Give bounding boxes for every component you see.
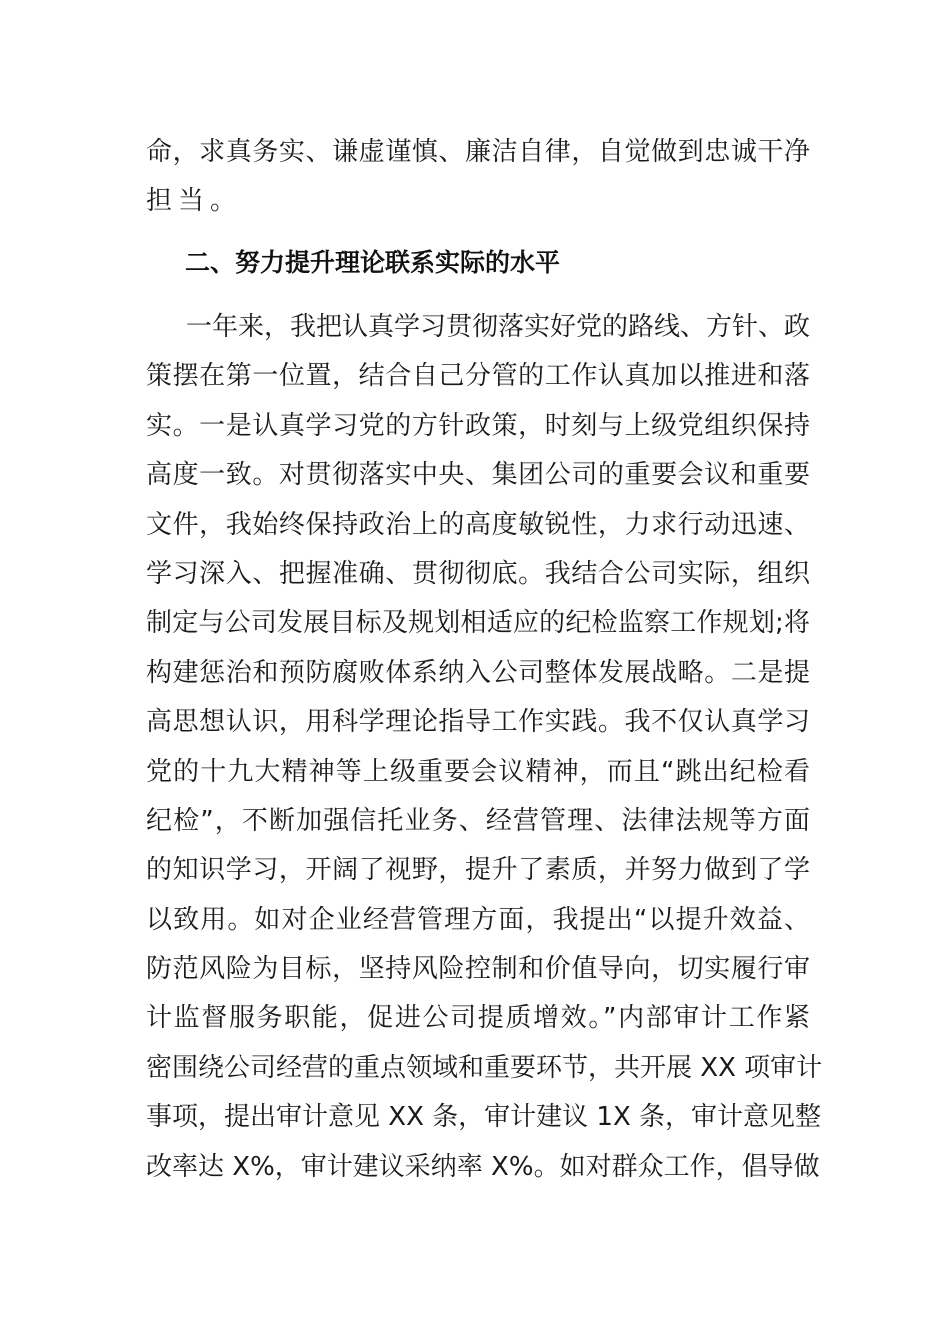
paragraph-line: 文件，我始终保持政治上的高度敏锐性，力求行动迅速、 [146, 509, 810, 540]
paragraph-line: 担当。 [146, 186, 243, 217]
paragraph-line: 事项，提出审计意见 XX 条，审计建议 1X 条，审计意见整 [146, 1102, 822, 1133]
paragraph-line: 学习深入、把握准确、贯彻彻底。我结合公司实际，组织 [146, 558, 810, 589]
paragraph-line: 密围绕公司经营的重点领域和重要环节，共开展 XX 项审计 [146, 1052, 823, 1083]
paragraph-line: 纪检”，不断加强信托业务、经营管理、法律法规等方面 [146, 805, 810, 836]
paragraph-line: 高度一致。对贯彻落实中央、集团公司的重要会议和重要 [146, 460, 810, 491]
body-paragraph [146, 303, 823, 1192]
paragraph-line: 计监督服务职能，促进公司提质增效。”内部审计工作紧 [146, 1003, 810, 1034]
paragraph-line: 的知识学习，开阔了视野，提升了素质，并努力做到了学 [146, 855, 810, 886]
section-heading: 二、努力提升理论联系实际的水平 [185, 248, 561, 277]
paragraph-line: 策摆在第一位置，结合自己分管的工作认真加以推进和落 [146, 361, 810, 392]
paragraph-line: 实。一是认真学习党的方针政策，时刻与上级党组织保持 [146, 410, 810, 441]
paragraph-line: 命，求真务实、谦虚谨慎、廉洁自律，自觉做到忠诚干净 [146, 137, 810, 167]
paragraph-line: 防范风险为目标，坚持风险控制和价值导向，切实履行审 [146, 954, 810, 985]
paragraph-line: 一年来，我把认真学习贯彻落实好党的路线、方针、政 [186, 312, 811, 342]
continued-paragraph [146, 128, 810, 227]
paragraph-line: 改率达 X%，审计建议采纳率 X%。如对群众工作，倡导做 [146, 1151, 820, 1182]
paragraph-line: 构建惩治和预防腐败体系纳入公司整体发展战略。二是提 [146, 657, 810, 688]
paragraph-line: 高思想认识，用科学理论指导工作实践。我不仅认真学习 [146, 707, 810, 738]
paragraph-line: 制定与公司发展目标及规划相适应的纪检监察工作规划;将 [146, 608, 810, 639]
paragraph-line: 党的十九大精神等上级重要会议精神，而且“跳出纪检看 [146, 756, 810, 787]
paragraph-line: 以致用。如对企业经营管理方面，我提出“以提升效益、 [146, 904, 810, 935]
